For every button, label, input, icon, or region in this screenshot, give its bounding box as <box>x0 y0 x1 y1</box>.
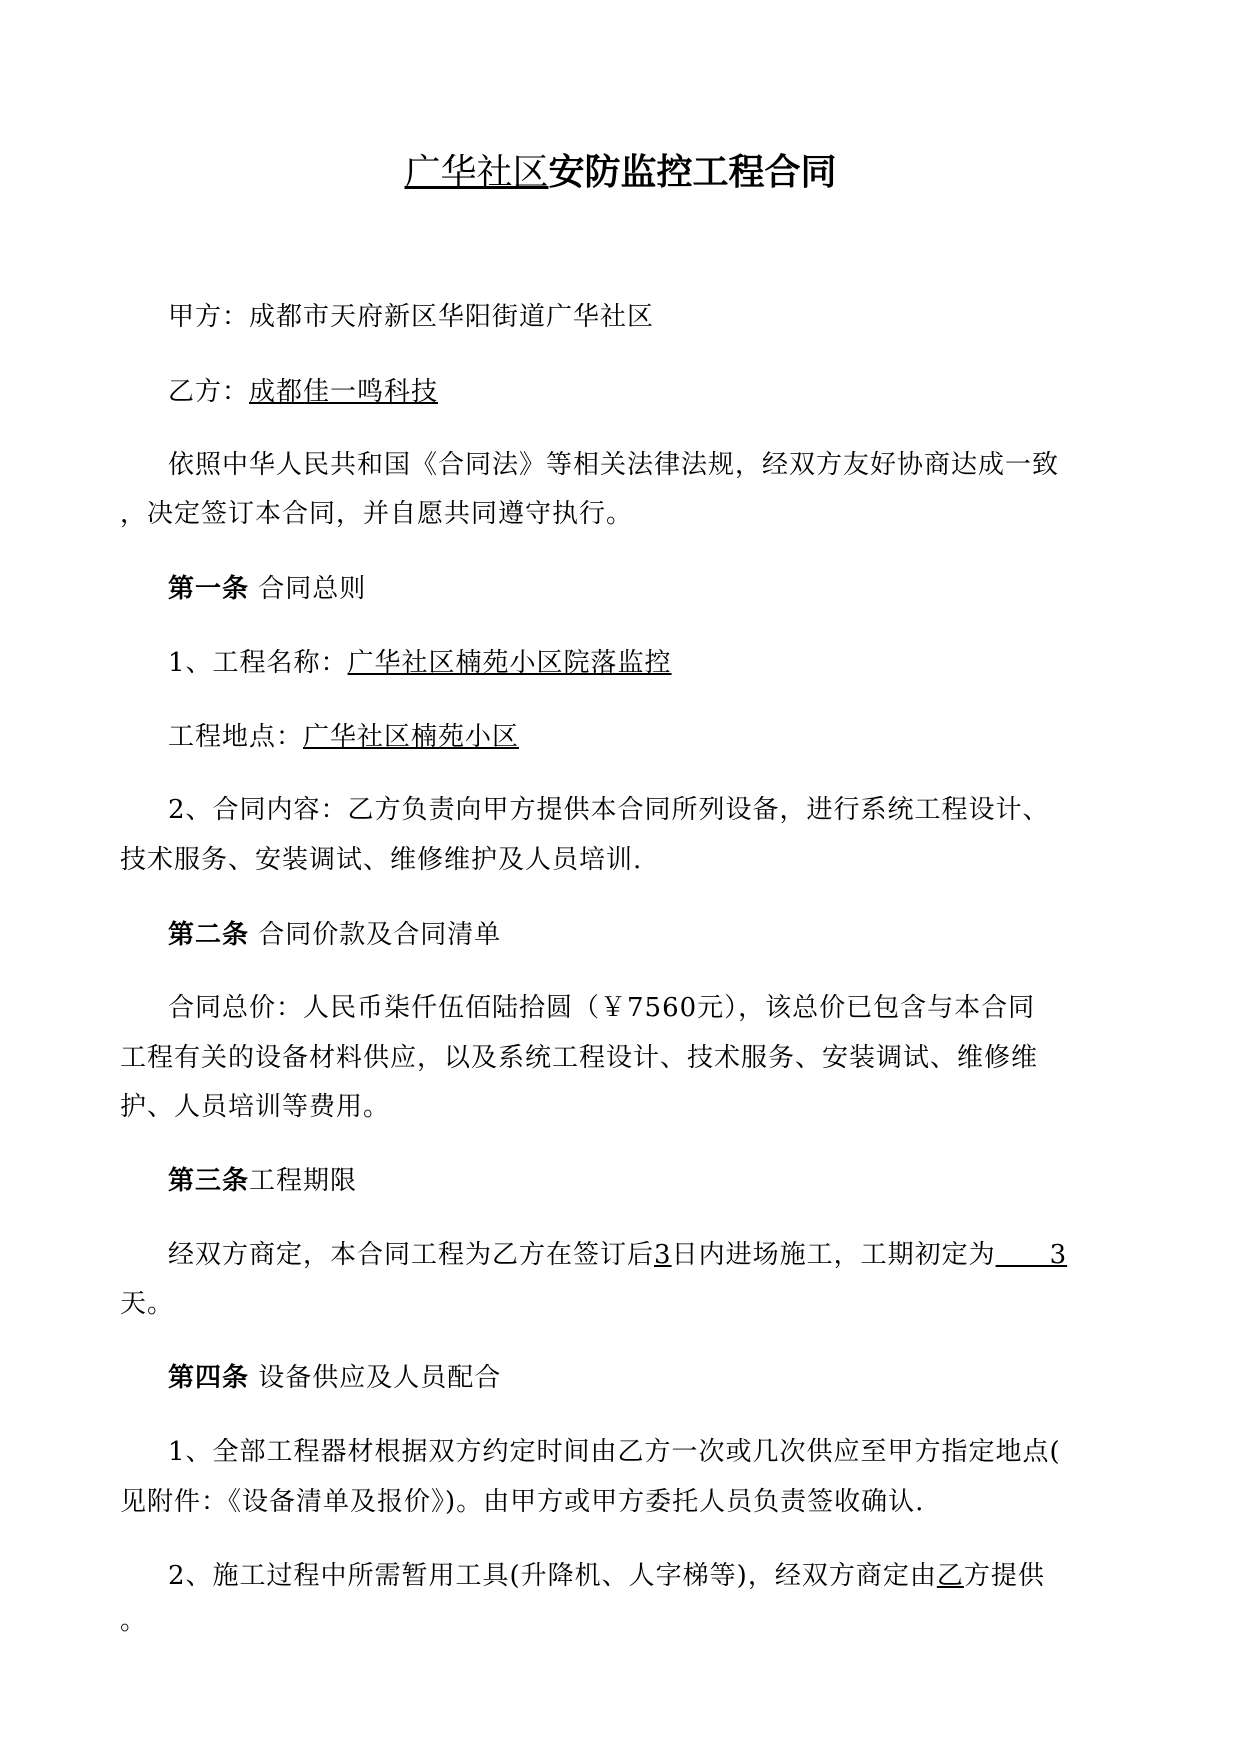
intro-line-2: ，决定签订本合同，并自愿共同遵守执行。 <box>120 499 634 529</box>
title-community-name: 广华社区 <box>404 152 549 193</box>
article-4-heading <box>168 1361 501 1395</box>
article-3-number: 第三条 <box>168 1166 250 1196</box>
party-a-line <box>168 300 654 334</box>
party-b-value: 成都佳一鸣科技 <box>249 377 439 407</box>
project-site-value: 广华社区楠苑小区 <box>303 722 520 752</box>
contract-content-line-2: 技术服务、安装调试、维修维护及人员培训. <box>120 845 643 875</box>
article-2-title: 合同价款及合同清单 <box>249 920 502 950</box>
party-b-label: 乙方： <box>168 377 250 407</box>
project-name-value: 广华社区楠苑小区院落监控 <box>347 648 672 678</box>
tools-text-b: 方提供 <box>963 1561 1045 1591</box>
party-a-label: 甲方： <box>168 302 250 332</box>
schedule-text-b: 日内进场施工，工期初定为 <box>671 1240 996 1270</box>
article-3-heading <box>168 1164 357 1198</box>
project-site-label: 工程地点： <box>168 722 304 752</box>
title-main: 安防监控工程合同 <box>548 151 837 193</box>
article-4-number: 第四条 <box>168 1363 250 1393</box>
schedule-line-2: 天。 <box>120 1289 175 1319</box>
contract-content-line-1: 2、合同内容：乙方负责向甲方提供本合同所列设备，进行系统工程设计、 <box>168 795 1050 825</box>
tools-provider-party: 乙 <box>936 1561 964 1591</box>
duration-days-value: 3 <box>995 1240 1068 1270</box>
article-1-title: 合同总则 <box>249 574 367 604</box>
tools-line-1 <box>168 1559 1045 1593</box>
project-name-line <box>168 646 672 680</box>
tools-line-2: 。 <box>120 1606 148 1636</box>
schedule-line-1 <box>168 1238 1067 1272</box>
article-1-number: 第一条 <box>168 574 250 604</box>
total-price-line-1: 合同总价：人民币柒仟伍佰陆拾圆（￥7560元），该总价已包含与本合同 <box>168 993 1036 1023</box>
document-title <box>0 150 1241 195</box>
article-4-title: 设备供应及人员配合 <box>249 1363 502 1393</box>
total-price-line-3: 护、人员培训等费用。 <box>120 1092 391 1122</box>
tools-text-a: 2、施工过程中所需暂用工具(升降机、人字梯等)，经双方商定由 <box>168 1561 937 1591</box>
project-site-line <box>168 720 519 754</box>
article-2-heading <box>168 918 501 952</box>
party-b-line <box>168 375 438 409</box>
total-price-line-2: 工程有关的设备材料供应，以及系统工程设计、技术服务、安装调试、维修维 <box>120 1043 1039 1073</box>
supply-line-2: 见附件：《设备清单及报价》)。由甲方或甲方委托人员负责签收确认. <box>120 1487 925 1517</box>
project-name-label: 1、工程名称： <box>168 648 348 678</box>
intro-line-1: 依照中华人民共和国《合同法》等相关法律法规，经双方友好协商达成一致 <box>168 450 1060 480</box>
article-2-number: 第二条 <box>168 920 250 950</box>
entry-days-value: 3 <box>654 1240 672 1270</box>
party-a-value: 成都市天府新区华阳街道广华社区 <box>249 302 655 332</box>
article-3-title: 工程期限 <box>249 1166 358 1196</box>
schedule-text-a: 经双方商定，本合同工程为乙方在签订后 <box>168 1240 655 1270</box>
article-1-heading <box>168 572 366 606</box>
supply-line-1: 1、全部工程器材根据双方约定时间由乙方一次或几次供应至甲方指定地点( <box>168 1437 1061 1467</box>
